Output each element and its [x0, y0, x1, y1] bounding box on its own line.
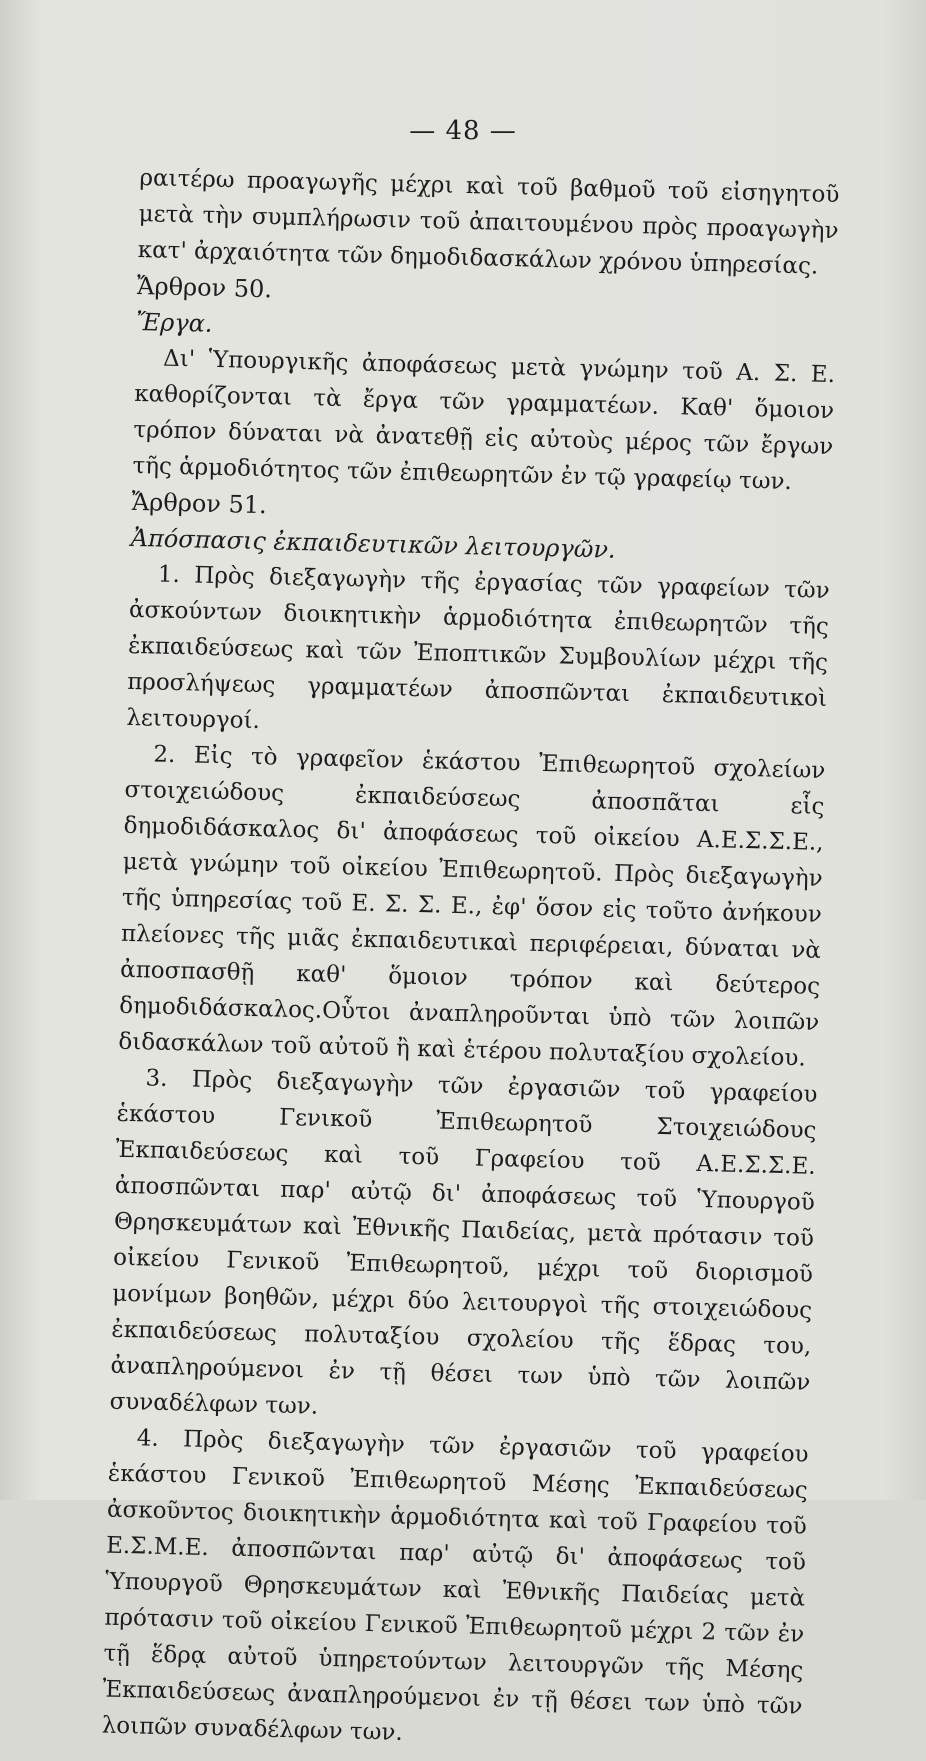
- article-51-subtitle: Ἀπόσπασις ἐκπαιδευτικῶν λειτουργῶν.: [130, 523, 616, 564]
- page-number: — 48 —: [409, 116, 517, 146]
- page-body: [101, 160, 839, 1761]
- article-50: [132, 268, 837, 501]
- article-51-paragraph-1: 1. Πρὸς διεξαγωγὴν τῆς ἐργασίας τῶν γραφείων τῶν ἀσκούντων διοικητικὴν ἁρμοδιότητα ἐπιθεωρητῶν τῆς ἐκπαιδεύσεως καὶ τῶν Ἐποπτικῶν Συμβουλίων μέχρι τῆς προσλήψεως γραμματέων ἀποσπῶνται ἐκπαιδευτικοὶ λειτουργοί.: [126, 561, 830, 735]
- article-50-text: Δι' Ὑπουργικῆς ἀποφάσεως μετὰ γνώμην τοῦ Α. Σ. Ε. καθορίζονται τὰ ἔργα τῶν γραμματέων. Καθ' ὅμοιον τρόπον δύναται νὰ ἀνατεθῇ εἰς αὐτοὺς μέρος τῶν ἔργων τῆς ἁρμοδιότητος τῶν ἐπιθεωρητῶν ἐν τῷ γραφείῳ των.: [132, 345, 836, 496]
- intro-paragraph: ραιτέρω προαγωγῆς μέχρι καὶ τοῦ βαθμοῦ τοῦ εἰσηγητοῦ μετὰ τὴν συμπλήρωσιν τοῦ ἀπαιτουμένου πρὸς προαγωγὴν κατ' ἀρχαιότητα τῶν δημοδιδασκάλων χρόνου ὑπηρεσίας.: [137, 164, 840, 280]
- article-51-paragraph-4: 4. Πρὸς διεξαγωγὴν τῶν ἐργασιῶν τοῦ γραφείου ἑκάστου Γενικοῦ Ἐπιθεωρητοῦ Μέσης Ἐκπαιδεύσεως ἀσκοῦντος διοικητικὴν ἁρμοδιότητα καὶ τοῦ Γραφείου τοῦ Ε.Σ.Μ.Ε. ἀποσπῶνται παρ' αὐτῷ δι' ἀποφάσεως τοῦ Ὑπουργοῦ Θρησκευμάτων καὶ Ἐθνικῆς Παιδείας μετὰ πρότασιν τοῦ οἰκείου Γενικοῦ Ἐπιθεωρητοῦ μέχρι 2 τῶν ἐν τῇ ἕδρᾳ αὐτοῦ ὑπηρετούντων λειτουργῶν τῆς Μέσης Ἐκπαιδεύσεως ἀναπληρούμενοι ἐν τῇ θέσει των ὑπὸ τῶν λοιπῶν συναδέλφων των.: [101, 1425, 809, 1746]
- article-51-title: Ἄρθρον 51.: [131, 487, 268, 520]
- article-51-paragraph-3: 3. Πρὸς διεξαγωγὴν τῶν ἐργασιῶν τοῦ γραφείου ἑκάστου Γενικοῦ Ἐπιθεωρητοῦ Στοιχειώδους Ἐκπαιδεύσεως καὶ τοῦ Γραφείου τοῦ Α.Ε.Σ.Σ.Ε. ἀποσπῶνται παρ' αὐτῷ δι' ἀποφάσεως τοῦ Ὑπουργοῦ Θρησκευμάτων καὶ Ἐθνικῆς Παιδείας, μετὰ πρότασιν τοῦ οἰκείου Γενικοῦ Ἐπιθεωρητοῦ, μέχρι τοῦ διορισμοῦ μονίμων βοηθῶν, μέχρι δύο λειτουργοὶ τῆς στοιχειώδους ἐκπαιδεύσεως πολυταξίου σχολείου τῆς ἕδρας του, ἀναπληρούμενοι ἐν τῇ θέσει των ὑπὸ τῶν λοιπῶν συναδέλφων των.: [109, 1065, 818, 1420]
- article-51-paragraph-2: 2. Εἰς τὸ γραφεῖον ἑκάστου Ἐπιθεωρητοῦ σχολείων στοιχειώδους ἐκπαιδεύσεως ἀποσπᾶται εἷς δημοδιδάσκαλος δι' ἀποφάσεως τοῦ οἰκείου Α.Ε.Σ.Σ.Ε., μετὰ γνώμην τοῦ οἰκείου Ἐπιθεωρητοῦ. Πρὸς διεξαγωγὴν τῆς ὑπηρεσίας τοῦ Ε. Σ. Σ. Ε., ἐφ' ὅσον εἰς τοῦτο ἀνήκουν πλείονες τῆς μιᾶς ἐκπαιδευτικαὶ περιφέρειαι, δύναται νὰ ἀποσπασθῇ καθ' ὅμοιον τρόπον καὶ δεύτερος δημοδιδάσκαλος.Οὗτοι ἀναπληροῦνται ὑπὸ τῶν λοιπῶν διδασκάλων τοῦ αὐτοῦ ἢ καὶ ἑτέρου πολυταξίου σχολείου.: [118, 741, 826, 1072]
- article-51: [101, 484, 832, 1761]
- article-50-subtitle: Ἔργα.: [135, 307, 213, 338]
- article-50-title: Ἄρθρον 50.: [136, 271, 273, 304]
